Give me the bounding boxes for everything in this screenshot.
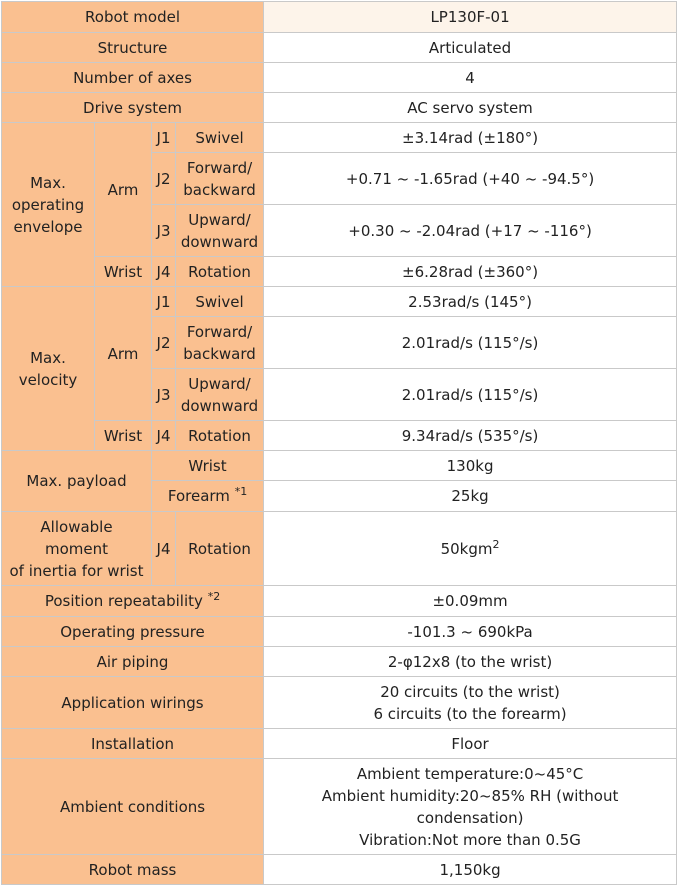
velocity-j1-motion: Swivel	[176, 287, 264, 317]
velocity-j2-joint: J2	[152, 317, 176, 369]
motion-line: backward	[183, 344, 256, 363]
footnote-mark: *2	[207, 590, 221, 603]
wiring-line: 6 circuits (to the forearm)	[373, 704, 567, 723]
velocity-j4-value: 9.34rad/s (535°/s)	[264, 421, 677, 451]
payload-wrist-label: Wrist	[152, 451, 264, 481]
velocity-label-line: Max.	[30, 348, 66, 367]
payload-label: Max. payload	[2, 451, 152, 512]
envelope-j3-value: +0.30 ~ -2.04rad (+17 ~ -116°)	[264, 205, 677, 257]
envelope-j3-motion	[176, 205, 264, 257]
motion-line: Upward/	[188, 210, 251, 229]
velocity-j1-value: 2.53rad/s (145°)	[264, 287, 677, 317]
inertia-label-line: of inertia for wrist	[9, 561, 144, 580]
payload-forearm-value: 25kg	[264, 481, 677, 512]
repeatability-value: ±0.09mm	[264, 586, 677, 617]
velocity-j1-joint: J1	[152, 287, 176, 317]
air-label: Air piping	[2, 647, 264, 677]
wiring-label: Application wirings	[2, 677, 264, 729]
footnote-mark: *1	[234, 485, 248, 498]
velocity-j3-value: 2.01rad/s (115°/s)	[264, 369, 677, 421]
velocity-j3-joint: J3	[152, 369, 176, 421]
envelope-j1-value: ±3.14rad (±180°)	[264, 123, 677, 153]
inertia-motion: Rotation	[176, 512, 264, 586]
mass-value: 1,150kg	[264, 855, 677, 885]
structure-label: Structure	[2, 33, 264, 63]
row-application-wirings	[2, 677, 677, 729]
velocity-j2-value: 2.01rad/s (115°/s)	[264, 317, 677, 369]
repeatability-text: Position repeatability	[44, 592, 203, 610]
inertia-value	[264, 512, 677, 586]
axes-value: 4	[264, 63, 677, 93]
row-envelope-j1	[2, 123, 677, 153]
motion-line: backward	[183, 180, 256, 199]
envelope-label-line: envelope	[13, 217, 83, 236]
ambient-line: Ambient temperature:0~45°C	[356, 764, 584, 783]
installation-label: Installation	[2, 729, 264, 759]
payload-wrist-value: 130kg	[264, 451, 677, 481]
pressure-label: Operating pressure	[2, 617, 264, 647]
row-robot-mass	[2, 855, 677, 885]
robot-model-value: LP130F-01	[264, 2, 677, 33]
envelope-arm-label: Arm	[95, 123, 152, 257]
envelope-label-line: operating	[11, 195, 85, 214]
inertia-label-line: moment	[44, 539, 109, 558]
wiring-value	[264, 677, 677, 729]
ambient-line: Ambient humidity:20~85% RH (without	[321, 786, 619, 805]
payload-forearm-label	[152, 481, 264, 512]
row-velocity-j4	[2, 421, 677, 451]
row-inertia	[2, 512, 677, 586]
inertia-value-sup: 2	[492, 537, 500, 551]
envelope-label-line: Max.	[30, 173, 66, 192]
inertia-value-text: 50kgm	[440, 539, 493, 558]
row-installation	[2, 729, 677, 759]
row-envelope-j4	[2, 257, 677, 287]
row-payload-wrist	[2, 451, 677, 481]
envelope-j3-joint: J3	[152, 205, 176, 257]
envelope-j4-value: ±6.28rad (±360°)	[264, 257, 677, 287]
air-value: 2-φ12x8 (to the wrist)	[264, 647, 677, 677]
velocity-arm-label: Arm	[95, 287, 152, 421]
ambient-line: Vibration:Not more than 0.5G	[359, 830, 581, 849]
payload-forearm-text: Forearm	[167, 487, 230, 505]
velocity-j2-motion	[176, 317, 264, 369]
row-ambient-conditions	[2, 759, 677, 855]
envelope-label	[2, 123, 95, 287]
drive-label: Drive system	[2, 93, 264, 123]
repeatability-label	[2, 586, 264, 617]
velocity-j4-motion: Rotation	[176, 421, 264, 451]
row-robot-model	[2, 2, 677, 33]
row-air-piping	[2, 647, 677, 677]
drive-value: AC servo system	[264, 93, 677, 123]
pressure-value: -101.3 ~ 690kPa	[264, 617, 677, 647]
velocity-j3-motion	[176, 369, 264, 421]
envelope-j4-joint: J4	[152, 257, 176, 287]
ambient-line: condensation)	[416, 808, 524, 827]
robot-model-label: Robot model	[2, 2, 264, 33]
ambient-label: Ambient conditions	[2, 759, 264, 855]
row-repeatability	[2, 586, 677, 617]
envelope-j1-joint: J1	[152, 123, 176, 153]
row-velocity-j1	[2, 287, 677, 317]
inertia-joint: J4	[152, 512, 176, 586]
axes-label: Number of axes	[2, 63, 264, 93]
velocity-label	[2, 287, 95, 451]
envelope-j4-motion: Rotation	[176, 257, 264, 287]
spec-table	[1, 1, 677, 885]
motion-line: Upward/	[188, 374, 251, 393]
envelope-j1-motion: Swivel	[176, 123, 264, 153]
velocity-wrist-label: Wrist	[95, 421, 152, 451]
envelope-j2-value: +0.71 ~ -1.65rad (+40 ~ -94.5°)	[264, 153, 677, 205]
motion-line: downward	[180, 396, 259, 415]
motion-line: Forward/	[186, 322, 253, 341]
row-structure	[2, 33, 677, 63]
motion-line: downward	[180, 232, 259, 251]
envelope-j2-joint: J2	[152, 153, 176, 205]
row-number-of-axes	[2, 63, 677, 93]
row-drive-system	[2, 93, 677, 123]
wiring-line: 20 circuits (to the wrist)	[380, 682, 560, 701]
envelope-wrist-label: Wrist	[95, 257, 152, 287]
velocity-label-line: velocity	[18, 370, 78, 389]
ambient-value	[264, 759, 677, 855]
inertia-label-line: Allowable	[40, 517, 113, 536]
envelope-j2-motion	[176, 153, 264, 205]
motion-line: Forward/	[186, 158, 253, 177]
installation-value: Floor	[264, 729, 677, 759]
structure-value: Articulated	[264, 33, 677, 63]
row-operating-pressure	[2, 617, 677, 647]
mass-label: Robot mass	[2, 855, 264, 885]
velocity-j4-joint: J4	[152, 421, 176, 451]
inertia-label	[2, 512, 152, 586]
